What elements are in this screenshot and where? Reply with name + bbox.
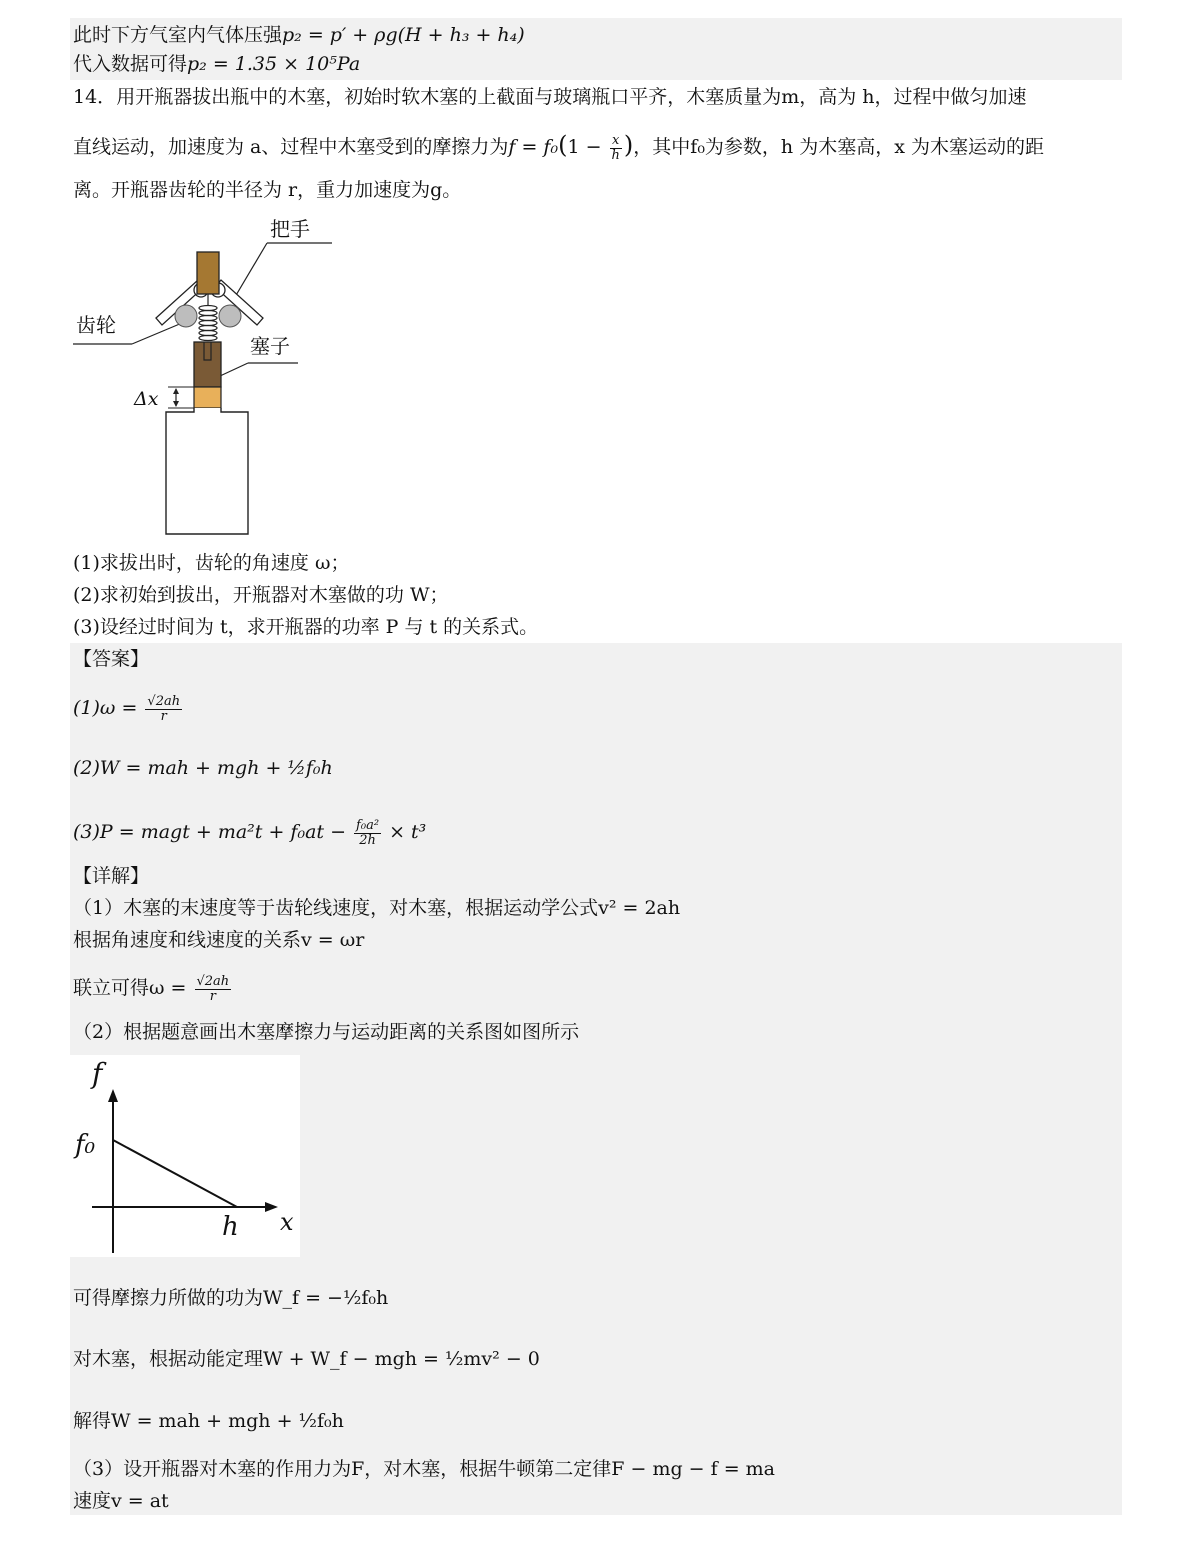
graph-x-label: x: [280, 1208, 294, 1236]
graph-y-label: f: [92, 1057, 103, 1090]
problem-number: 14．: [73, 86, 117, 108]
dx-arrowhead-down: [173, 401, 179, 407]
label-plug: 塞子: [250, 334, 290, 358]
problem-stem-line-2: 直线运动，加速度为 a、过程中木塞受到的摩擦力为f = f₀(1 − $\frac{x}{h}$ )，其中f₀为参数，h 为木塞高，x 为木塞运动的距: [73, 131, 1044, 163]
answer-3-prefix: (3)P = magt + ma²t + f₀at −: [73, 821, 353, 843]
question-2-text: (2)求初始到拔出，开瓶器对木塞做的功 W；: [73, 584, 449, 606]
detail-line-7: [73, 1408, 344, 1434]
spring-coils: [199, 306, 217, 341]
right-gear: [219, 305, 241, 327]
detail-line-3-num: √2ah: [196, 973, 230, 989]
problem-stem-2a: 直线运动，加速度为 a、过程中木塞受到的摩擦力为: [73, 136, 509, 158]
answer-heading-text: 【答案】: [73, 648, 150, 670]
question-1-text: (1)求拔出时，齿轮的角速度 ω；: [73, 552, 350, 574]
answer-3-num: f₀a²: [356, 817, 380, 833]
graph-x-intercept-label: h: [222, 1212, 239, 1242]
friction-graph: [70, 1055, 300, 1257]
answer-3-den: 2h: [359, 832, 376, 848]
detail-line-9-text: 速度v = at: [73, 1490, 169, 1512]
cork-exposed-part: [194, 387, 221, 408]
cork-plug: [194, 342, 221, 387]
prev-line-1: [73, 22, 525, 48]
prev-line-2-formula: p₂ = 1.35 × 10⁵Pa: [187, 53, 361, 75]
problem-stem-line-1: [73, 84, 1026, 110]
detail-line-8: [73, 1456, 775, 1482]
detail-line-3-prefix: 联立可得ω =: [73, 977, 193, 999]
detail-line-5: [73, 1285, 388, 1311]
answer-heading: [73, 646, 149, 672]
answer-2: [73, 755, 333, 781]
dx-arrowhead-up: [173, 388, 179, 394]
gear-leader-diag: [132, 323, 182, 344]
answer-3-suffix: × t³: [383, 821, 427, 843]
answer-1-den: r: [160, 708, 167, 724]
detail-line-7-text: 解得W = mah + mgh + ½f₀h: [73, 1410, 344, 1432]
graph-y-intercept-label: f₀: [75, 1130, 96, 1160]
question-3-text: (3)设经过时间为 t，求开瓶器的功率 P 与 t 的关系式。: [73, 616, 539, 638]
answer-2-text: (2)W = mah + mgh + ½f₀h: [73, 757, 333, 779]
bottle-opener-figure: [70, 210, 340, 540]
friction-frac-num: x: [610, 134, 622, 149]
answer-1: [73, 688, 184, 728]
problem-stem-1: 用开瓶器拔出瓶中的木塞，初始时软木塞的上截面与玻璃瓶口平齐，木塞质量为m，高为 h，过程中做匀加速: [116, 86, 1027, 108]
detail-line-3: [73, 968, 233, 1008]
answer-1-num: √2ah: [147, 693, 181, 709]
detail-line-1: [73, 895, 680, 921]
answer-3: [73, 812, 426, 852]
prev-line-1-formula: p₂ = p′ + ρg(H + h₃ + h₄): [282, 24, 525, 46]
left-gear: [175, 305, 197, 327]
detail-line-4: [73, 1019, 579, 1045]
answer-1-prefix: (1)ω =: [73, 697, 144, 719]
detail-line-6-text: 对木塞，根据动能定理W + W_f − mgh = ½mv² − 0: [73, 1348, 540, 1370]
friction-frac-den: h: [611, 147, 620, 163]
detail-line-6: [73, 1346, 540, 1372]
question-1: [73, 550, 349, 576]
detail-heading: [73, 863, 149, 889]
label-handle: 把手: [270, 217, 310, 241]
detail-line-1-text: （1）木塞的末速度等于齿轮线速度，对木塞，根据运动学公式v² = 2ah: [73, 897, 681, 919]
detail-line-3-fraction: [195, 975, 232, 1004]
detail-line-9: [73, 1488, 169, 1514]
problem-stem-3: 离。开瓶器齿轮的半径为 r，重力加速度为g。: [73, 179, 462, 201]
prev-line-2-text: 代入数据可得: [73, 53, 188, 75]
detail-line-2: [73, 927, 364, 953]
handle-block: [197, 252, 219, 294]
plug-leader-diag: [220, 363, 248, 376]
paren-close: ): [623, 131, 634, 159]
answer-1-fraction: [145, 695, 182, 724]
prev-line-1-text: 此时下方气室内气体压强: [73, 24, 283, 46]
detail-line-4-text: （2）根据题意画出木塞摩擦力与运动距离的关系图如图所示: [73, 1021, 580, 1043]
detail-line-5-text: 可得摩擦力所做的功为W_f = −½f₀h: [73, 1287, 389, 1309]
label-gear: 齿轮: [76, 313, 116, 337]
detail-line-3-den: r: [209, 988, 216, 1004]
problem-stem-2b: ，其中f₀为参数，h 为木塞高，x 为木塞运动的距: [633, 136, 1044, 158]
prev-line-2: [73, 51, 360, 77]
handle-leader-diag: [232, 243, 267, 302]
graph-background: [70, 1055, 300, 1257]
label-dx: Δx: [134, 388, 159, 410]
paren-open: (: [558, 131, 568, 159]
answer-3-fraction: [354, 819, 381, 848]
friction-fraction: [610, 134, 622, 163]
detail-heading-text: 【详解】: [73, 865, 150, 887]
detail-line-2-text: 根据角速度和线速度的关系v = ωr: [73, 929, 365, 951]
problem-stem-line-3: [73, 177, 461, 203]
question-3: [73, 614, 538, 640]
detail-line-8-text: （3）设开瓶器对木塞的作用力为F，对木塞，根据牛顿第二定律F − mg − f = ma: [73, 1458, 776, 1480]
friction-formula-left: f = f₀: [508, 136, 559, 158]
question-2: [73, 582, 448, 608]
bottle-body: [166, 408, 248, 534]
